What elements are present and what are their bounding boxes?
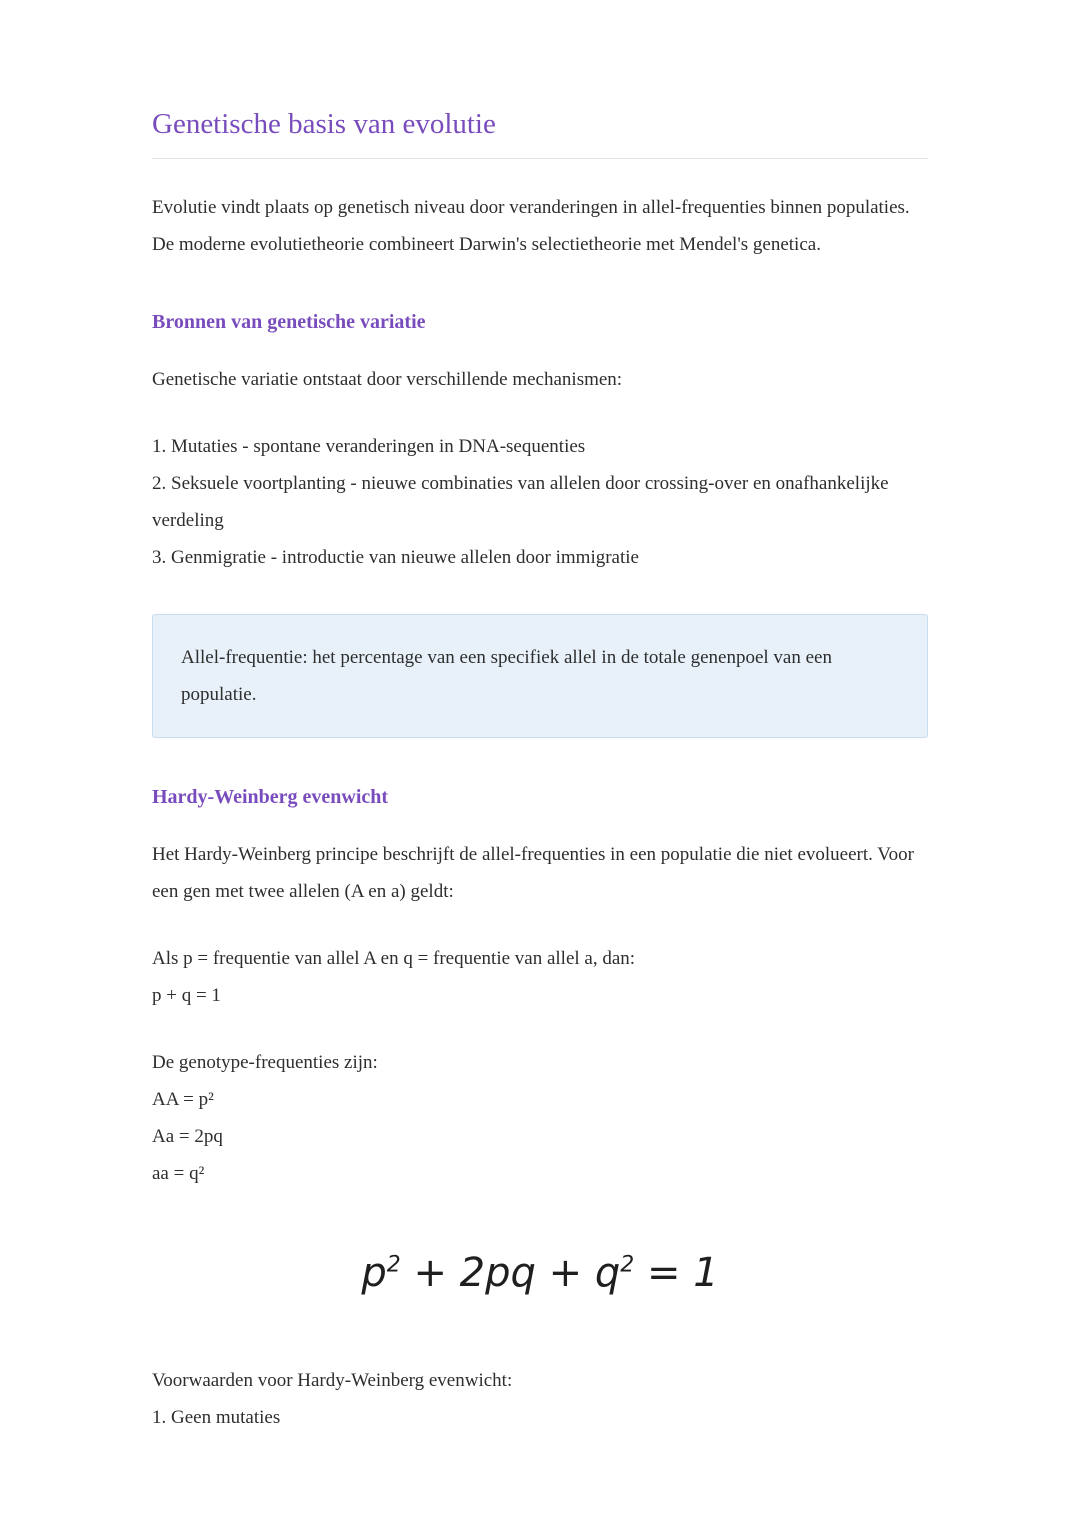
text-line: 1. Geen mutaties xyxy=(152,1407,281,1428)
text-line: aa = q² xyxy=(152,1163,205,1184)
text-line: AA = p² xyxy=(152,1089,214,1110)
list-item: 1. Mutaties - spontane veranderingen in DNA-sequenties xyxy=(152,436,586,457)
definition-callout xyxy=(152,614,928,738)
text-line: p + q = 1 xyxy=(152,985,221,1006)
hardy-paragraph-2 xyxy=(152,940,928,1014)
formula-exponent: 2 xyxy=(620,1252,635,1278)
section-heading-variatie: Bronnen van genetische variatie xyxy=(152,311,426,333)
conditions-paragraph xyxy=(152,1362,928,1436)
text-line: Voorwaarden voor Hardy-Weinberg evenwicht: xyxy=(152,1370,513,1391)
formula-term: = 1 xyxy=(634,1250,719,1296)
page-title: Genetische basis van evolutie xyxy=(152,108,496,140)
callout-text: Allel-frequentie: het percentage van een specifiek allel in de totale genenpoel van een populatie. xyxy=(181,647,832,705)
text-line: De genotype-frequenties zijn: xyxy=(152,1052,378,1073)
formula-exponent: 2 xyxy=(386,1252,401,1278)
text-line: Aa = 2pq xyxy=(152,1126,223,1147)
formula-term: + 2pq + q xyxy=(400,1250,621,1296)
formula-term: p xyxy=(361,1250,387,1296)
text-line: Als p = frequentie van allel A en q = frequentie van allel a, dan: xyxy=(152,948,636,969)
hardy-weinberg-formula xyxy=(152,1250,928,1296)
hardy-paragraph-1: Het Hardy-Weinberg principe beschrijft de allel-frequenties in een populatie die niet evolueert. Voor een gen met twee allelen (A en a) geldt: xyxy=(152,844,914,902)
section-heading-hardy: Hardy-Weinberg evenwicht xyxy=(152,786,389,808)
intro-paragraph: Evolutie vindt plaats op genetisch niveau door veranderingen in allel-frequenties binnen populaties. De moderne evolutietheorie combineert Darwin's selectietheorie met Mendel's genetica. xyxy=(152,197,910,255)
list-item: 2. Seksuele voortplanting - nieuwe combinaties van allelen door crossing-over en onafhankelijke verdeling xyxy=(152,473,889,531)
title-divider xyxy=(152,158,928,159)
genotype-frequencies xyxy=(152,1044,928,1192)
variatie-list xyxy=(152,428,928,576)
list-item: 3. Genmigratie - introductie van nieuwe allelen door immigratie xyxy=(152,547,639,568)
variatie-lead: Genetische variatie ontstaat door verschillende mechanismen: xyxy=(152,369,623,390)
